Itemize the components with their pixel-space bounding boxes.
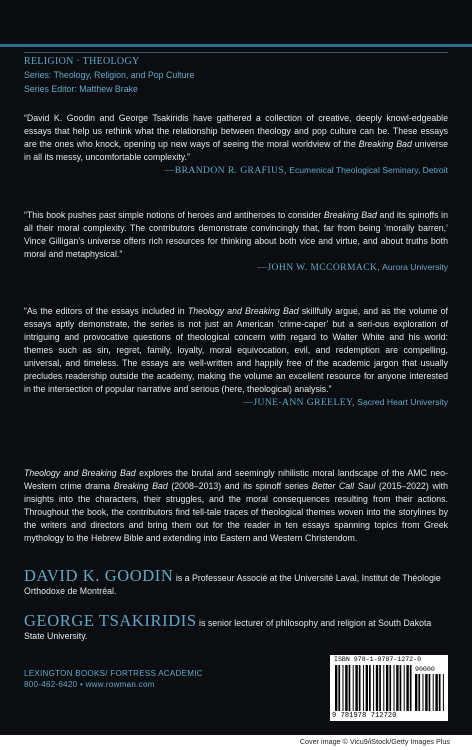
- text-run: (2008–2013) and its spinoff series: [167, 481, 312, 491]
- text-run: explores the brutal and seemingly nihilistic moral landscape of the AMC neo-Western crime drama: [24, 468, 448, 491]
- barcode-bar: [373, 665, 374, 711]
- publisher-name: LEXINGTON BOOKS/ FORTRESS ACADEMIC: [24, 669, 203, 678]
- italic-title: Theology and Breaking Bad: [187, 306, 299, 316]
- blurb-affiliation: Aurora University: [382, 262, 448, 272]
- blurb-author: —JOHN W. MCCORMACK,: [257, 262, 381, 273]
- author-bio-2: [24, 611, 448, 643]
- barcode-bar: [433, 674, 434, 711]
- series-name: Series: Theology, Religion, and Pop Culture: [24, 70, 195, 80]
- blurb-attribution: [24, 261, 448, 274]
- barcode-bar: [389, 665, 391, 711]
- blurb-author: —JUNE-ANN GREELEY,: [243, 397, 355, 408]
- blurb-text: [24, 209, 448, 261]
- text-run: “David K. Goodin and George Tsakiridis have gathered a collection of creative, deeply knowl-edgeable essays that help us rethink what the relationship between theology and pop culture can be. These essays are the ones who knock, opening up new ways of seeing the moral worldview of the: [24, 113, 448, 149]
- barcode-bar: [400, 665, 402, 711]
- barcode-bar: [379, 665, 381, 711]
- barcode-bar: [439, 674, 441, 711]
- barcode-bar: [363, 665, 364, 711]
- blurb-attribution: [243, 396, 448, 409]
- blurb-author: —BRANDON R. GRAFIUS,: [164, 165, 287, 176]
- blurb-text: [24, 112, 448, 164]
- text-run: universe in all its messy, uncomfortable complexity.”: [24, 139, 448, 162]
- category-label: RELIGION · THEOLOGY: [24, 56, 140, 67]
- barcode-bar: [353, 665, 354, 711]
- blurb-affiliation: Ecumenical Theological Seminary, Detroit: [289, 165, 448, 175]
- book-description: [24, 467, 448, 545]
- author-name: GEORGE TSAKIRIDIS: [24, 611, 197, 630]
- barcode-bar: [410, 665, 412, 711]
- barcode-bar: [366, 665, 368, 711]
- teal-stripe: [0, 44, 472, 47]
- blurb-3: [24, 305, 448, 409]
- text-run: “As the editors of the essays included in: [24, 306, 188, 316]
- blurb-attribution: [24, 164, 448, 177]
- text-run: (2015–2022) with insights into the characters, their struggles, and the moral consequences resulting from their actions. Throughout the book, the contributors find tell-tale traces of theological themes woven into the storylines by the writers and directors and bring them out for the reader in ten essays spanning topics from Greek mythology to the Hebrew Bible and extending into Eastern and Western Christendom.: [24, 481, 448, 543]
- italic-title: Theology and Breaking Bad: [24, 468, 136, 478]
- blurb-text: [24, 305, 448, 408]
- barcode-bar: [404, 665, 405, 711]
- barcode-bar: [396, 665, 398, 711]
- price-barcode-bars: [414, 674, 444, 711]
- barcode-bar: [376, 665, 378, 711]
- series-header: [24, 55, 194, 96]
- barcode-bar: [335, 665, 337, 711]
- cover-image-credit: Cover image © Vicu9/iStock/Getty Images Plus: [299, 737, 450, 746]
- barcode-bar: [338, 665, 340, 711]
- italic-title: Breaking Bad: [323, 210, 377, 220]
- blurb-2: [24, 209, 448, 274]
- author-name: DAVID K. GOODIN: [24, 566, 174, 585]
- barcode-bar: [345, 665, 347, 711]
- author-bio: is a Professeur Associé at the Université Laval, Institut de Théologie Orthodoxe de Montréal.: [24, 573, 441, 596]
- barcode-bar: [369, 665, 371, 711]
- barcode-bar: [435, 674, 437, 711]
- text-run: “This book pushes past simple notions of heroes and antiheroes to consider: [24, 210, 324, 220]
- italic-title: Breaking Bad: [113, 481, 168, 491]
- barcode-bar: [386, 665, 388, 711]
- barcode-bar: [394, 665, 395, 711]
- publisher-contact: 800-462-6420 • www.rowman.com: [24, 680, 155, 689]
- barcode-bar: [349, 665, 351, 711]
- isbn-barcode: [330, 655, 448, 721]
- author-bio-1: [24, 566, 448, 598]
- price-code: 90000: [415, 666, 435, 673]
- barcode-bar: [383, 665, 384, 711]
- barcode-bar: [429, 674, 431, 711]
- barcode-bar: [423, 674, 424, 711]
- series-editor: Series Editor: Matthew Brake: [24, 83, 138, 94]
- barcode-number: 9 781978 712720: [332, 712, 397, 720]
- isbn-label: ISBN 978-1-9787-1272-0: [334, 656, 422, 663]
- barcode-bar: [406, 665, 408, 711]
- barcode-bar: [343, 665, 344, 711]
- barcode-bar: [415, 674, 417, 711]
- barcode-bar: [355, 665, 357, 711]
- barcode-bar: [359, 665, 361, 711]
- text-run: and its spinoffs in all their moral complexity. The contributors demonstrate convincingly that, far from being ‘morally barren,’ Vince Gilligan’s universe offers rich resources for thinking about both vice and virtue, and about truths both moral and metaphysical.”: [24, 210, 448, 259]
- barcode-bar: [443, 674, 444, 711]
- blurb-1: [24, 112, 448, 177]
- barcode-bars: [334, 665, 412, 711]
- italic-title: Breaking Bad: [358, 139, 412, 149]
- publisher-info: [24, 668, 203, 690]
- blurb-affiliation: Sacred Heart University: [357, 397, 448, 407]
- header-divider: [24, 52, 448, 53]
- italic-title: Better Call Saul: [311, 481, 376, 491]
- barcode-bar: [425, 674, 427, 711]
- author-bio: is senior lecturer of philosophy and religion at South Dakota State University.: [24, 618, 432, 641]
- top-band: [0, 0, 472, 49]
- barcode-bar: [418, 674, 420, 711]
- text-run: skillfully argue, and as the volume of essays aptly demonstrate, the series is not just an American ‘crime-caper’ but a seri-ous exploration of intriguing and provocative questions of theological concern with regard to Walter White and his world: themes such as sin, regret, family, loyalty, moral equivocation, evil, and redemption are compelling, universal, and timeless. The essays are well-written and happily free of the academic jargon that usually precludes readership outside the academy, making the volume an excellent resource for anyone interested in the intersection of popular narrative and serious (here, theological) analysis.”: [24, 306, 448, 394]
